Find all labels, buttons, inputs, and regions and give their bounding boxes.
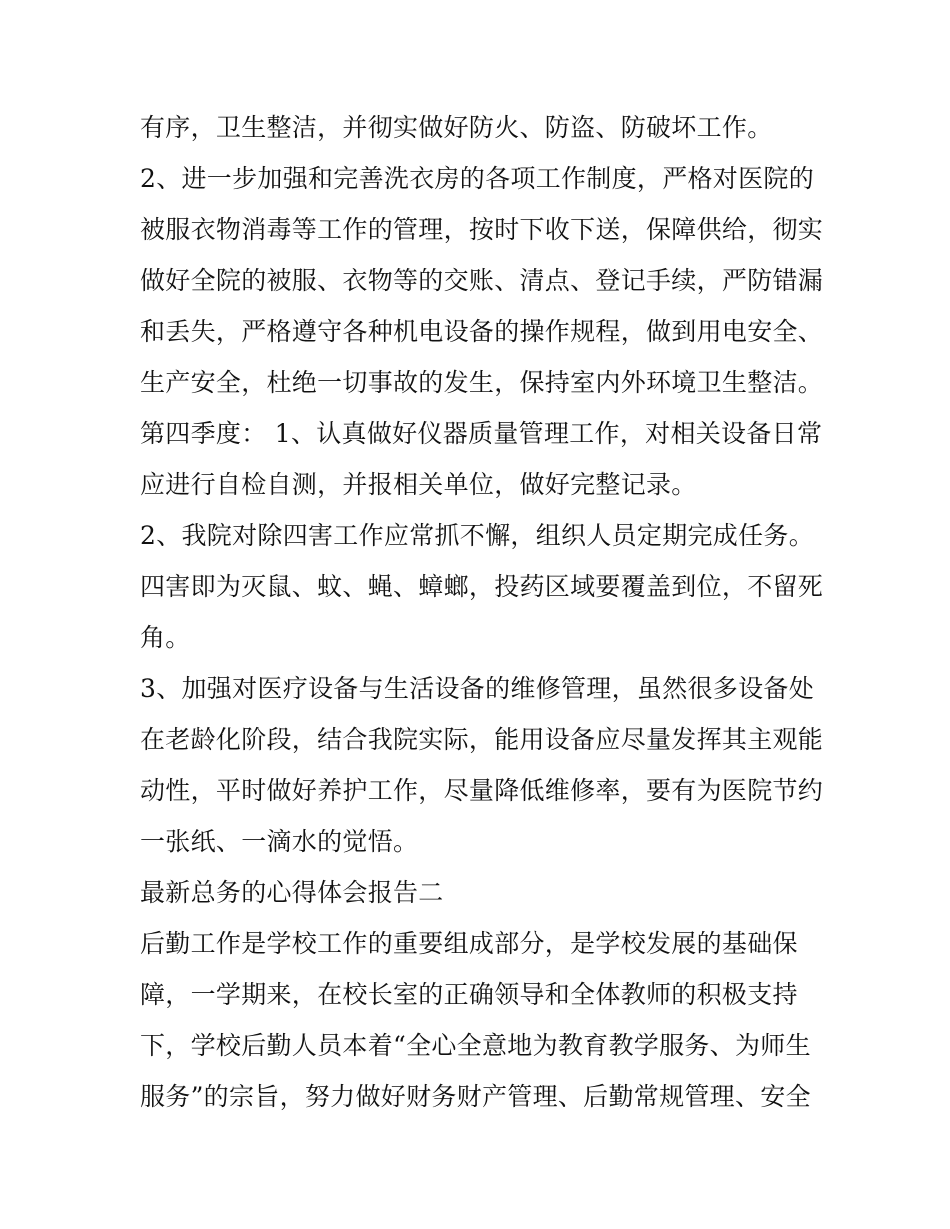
text-line: 障，一学期来，在校长室的正确领导和全体教师的积极支持: [140, 980, 798, 1009]
text-line: 生产安全，杜绝一切事故的发生，保持室内外环境卫生整洁。: [140, 368, 824, 397]
text-line: 角。: [140, 623, 191, 652]
text-line: 第四季度： 1、认真做好仪器质量管理工作，对相关设备日常: [140, 419, 823, 448]
text-line: 服务”的宗旨，努力做好财务财产管理、后勤常规管理、安全: [140, 1082, 811, 1111]
text-line: 一张纸、一滴水的觉悟。: [140, 827, 419, 856]
text-line: 3、加强对医疗设备与生活设备的维修管理，虽然很多设备处: [140, 674, 815, 703]
text-line: 被服衣物消毒等工作的管理，按时下收下送，保障供给，彻实: [140, 215, 824, 244]
text-line: 应进行自检自测，并报相关单位，做好完整记录。: [140, 470, 697, 499]
text-line: 2、我院对除四害工作应常抓不懈，组织人员定期完成任务。: [140, 521, 815, 550]
text-line: 和丢失，严格遵守各种机电设备的操作规程，做到用电安全、: [140, 317, 824, 346]
text-line: 四害即为灭鼠、蚊、蝇、蟑螂，投药区域要覆盖到位，不留死: [140, 572, 824, 601]
section-heading: 最新总务的心得体会报告二: [140, 878, 444, 907]
text-line: 动性，平时做好养护工作，尽量降低维修率，要有为医院节约: [140, 776, 824, 805]
text-line: 后勤工作是学校工作的重要组成部分，是学校发展的基础保: [140, 929, 798, 958]
text-line: 下，学校后勤人员本着“全心全意地为教育教学服务、为师生: [140, 1031, 811, 1060]
text-line: 在老龄化阶段，结合我院实际，能用设备应尽量发挥其主观能: [140, 725, 824, 754]
text-line: 有序，卫生整洁，并彻实做好防火、防盗、防破坏工作。: [140, 113, 773, 142]
text-line: 做好全院的被服、衣物等的交账、清点、登记手续，严防错漏: [140, 266, 824, 295]
text-line: 2、进一步加强和完善洗衣房的各项工作制度，严格对医院的: [140, 164, 815, 193]
